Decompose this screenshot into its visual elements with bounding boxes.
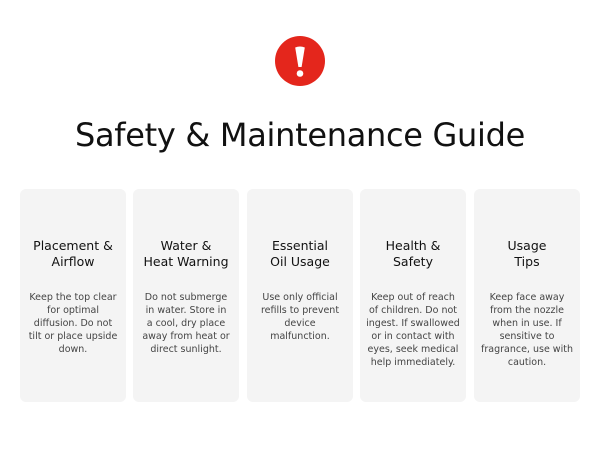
card-title: Placement & Airflow <box>33 238 113 269</box>
page-title: Safety & Maintenance Guide <box>74 116 526 154</box>
card-water-heat-warning <box>133 189 239 402</box>
card-health-safety <box>360 189 466 402</box>
card-body: Do not submerge in water. Store in a cool, dry place away from heat or direct sunlight. <box>142 292 230 355</box>
cards-row <box>20 189 580 402</box>
card-usage-tips <box>474 189 580 402</box>
card-essential-oil-usage <box>247 189 353 402</box>
card-title: Essential Oil Usage <box>270 238 330 269</box>
card-body: Keep out of reach of children. Do not ingest. If swallowed or in contact with eyes, seek medical help immediately. <box>366 292 460 368</box>
exclamation-icon <box>275 36 325 86</box>
card-title: Health & Safety <box>385 238 441 269</box>
card-body: Keep the top clear for optimal diffusion. Do not tilt or place upside down. <box>28 292 118 355</box>
card-placement-airflow <box>20 189 126 402</box>
card-body: Use only official refills to prevent device malfunction. <box>260 292 340 342</box>
card-body: Keep face away from the nozzle when in use. If sensitive to fragrance, use with caution. <box>481 292 573 368</box>
card-title: Water & Heat Warning <box>143 238 229 269</box>
card-title: Usage Tips <box>507 238 547 269</box>
